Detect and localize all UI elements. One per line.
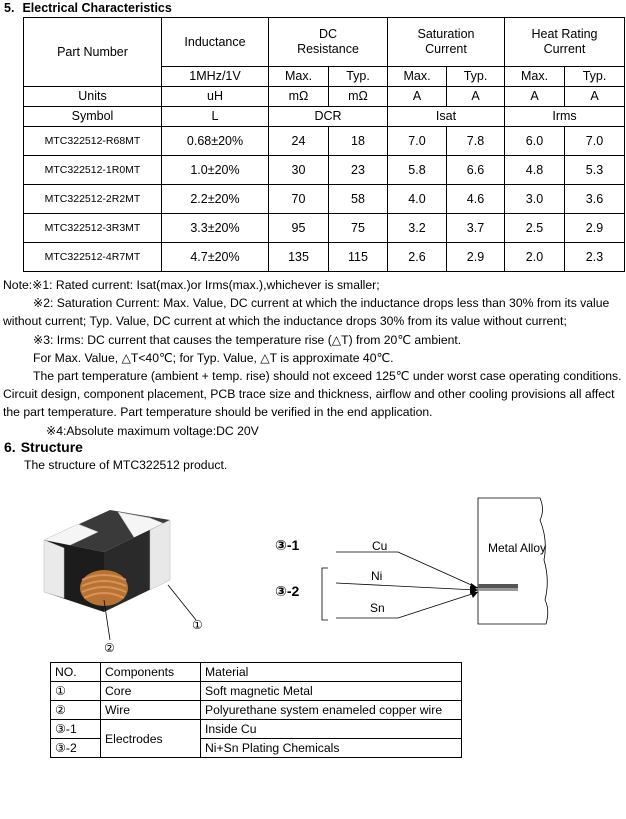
header-material: Material <box>201 663 462 682</box>
header-isat-typ: Typ. <box>447 67 505 87</box>
note-line: Circuit design, component placement, PCB trace size and thickness, airflow and other cooling provisions all affect <box>3 387 615 402</box>
bracket-3-2 <box>322 568 328 620</box>
note-line: ※2: Saturation Current: Max. Value, DC current at which the inductance drops less than 30% from its value <box>33 296 610 311</box>
electrical-characteristics-table <box>23 17 625 272</box>
note-line: ※4:Absolute maximum voltage:DC 20V <box>46 423 259 438</box>
note-line: Note:※1: Rated current: Isat(max.)or Irms(max.),whichever is smaller; <box>3 278 380 292</box>
callout-2: ② <box>104 641 115 655</box>
header-components: Components <box>101 663 201 682</box>
header-dc-resistance: DC Resistance <box>269 18 388 67</box>
table-row: ③-1 Electrodes Inside Cu <box>51 720 462 739</box>
plating-layer-1 <box>478 584 518 588</box>
electrode-side <box>150 520 170 590</box>
header-heat-rating-current: Heat Rating Current <box>505 18 625 67</box>
header-isat-max: Max. <box>388 67 447 87</box>
section-5-title: 5. Electrical Characteristics <box>4 1 172 15</box>
header-test-condition: 1MHz/1V <box>162 67 269 87</box>
header-no: NO. <box>51 663 101 682</box>
table-row: MTC322512-R68MT 0.68±20% 24 18 7.0 7.8 6.0 7.0 <box>24 127 625 156</box>
notes-block <box>3 276 625 440</box>
plating-layer-2 <box>478 588 518 591</box>
note-line: the part temperature. Part temperature should be verified in the end application. <box>3 405 433 420</box>
table-row: MTC322512-2R2MT 2.2±20% 70 58 4.0 4.6 3.0 3.6 <box>24 185 625 214</box>
structure-intro: The structure of MTC322512 product. <box>24 458 228 472</box>
table-row: MTC322512-1R0MT 1.0±20% 30 23 5.8 6.6 4.8 5.3 <box>24 156 625 185</box>
header-dcr-typ: Typ. <box>329 67 388 87</box>
label-cu: Cu <box>372 539 388 553</box>
header-inductance: Inductance <box>162 18 269 67</box>
table-row: ② Wire Polyurethane system enameled copper wire <box>51 701 462 720</box>
note-line: For Max. Value, △T<40℃; for Typ. Value, △T is approximate 40℃. <box>33 350 394 365</box>
label-ni: Ni <box>371 569 383 583</box>
note-line: The part temperature (ambient + temp. rise) should not exceed 125℃ under worst case operating conditions. <box>33 369 622 384</box>
label-sn: Sn <box>370 601 385 615</box>
label-metal-alloy: Metal Alloy <box>488 541 547 555</box>
header-irms-typ: Typ. <box>565 67 625 87</box>
metal-alloy-block <box>478 498 548 624</box>
header-part-number: Part Number <box>24 18 162 87</box>
table-row: ③-2 Ni+Sn Plating Chemicals <box>51 739 462 758</box>
structure-diagram <box>0 480 626 660</box>
note-line: ※3: Irms: DC current that causes the temperature rise (△T) from 20℃ ambient. <box>33 332 462 347</box>
header-irms-max: Max. <box>505 67 565 87</box>
components-table <box>50 662 462 758</box>
callout-1: ① <box>192 618 203 632</box>
electrode-front-left <box>44 540 64 598</box>
header-saturation-current: Saturation Current <box>388 18 505 67</box>
inductor-illustration <box>44 510 196 640</box>
header-dcr-max: Max. <box>269 67 329 87</box>
label-3-1: ③-1 <box>275 537 300 553</box>
label-3-2: ③-2 <box>275 583 300 599</box>
units-row: Units uH mΩ mΩ A A A A <box>24 87 625 107</box>
table-row: ① Core Soft magnetic Metal <box>51 682 462 701</box>
section-6-title: 6. Structure <box>4 439 83 455</box>
table-row: MTC322512-3R3MT 3.3±20% 95 75 3.2 3.7 2.5 2.9 <box>24 214 625 243</box>
table-row: MTC322512-4R7MT 4.7±20% 135 115 2.6 2.9 2.0 2.3 <box>24 243 625 272</box>
symbol-row: Symbol L DCR Isat Irms <box>24 107 625 127</box>
note-line: without current; Typ. Value, DC current at which the inductance drops 30% from its value without current; <box>3 314 567 329</box>
